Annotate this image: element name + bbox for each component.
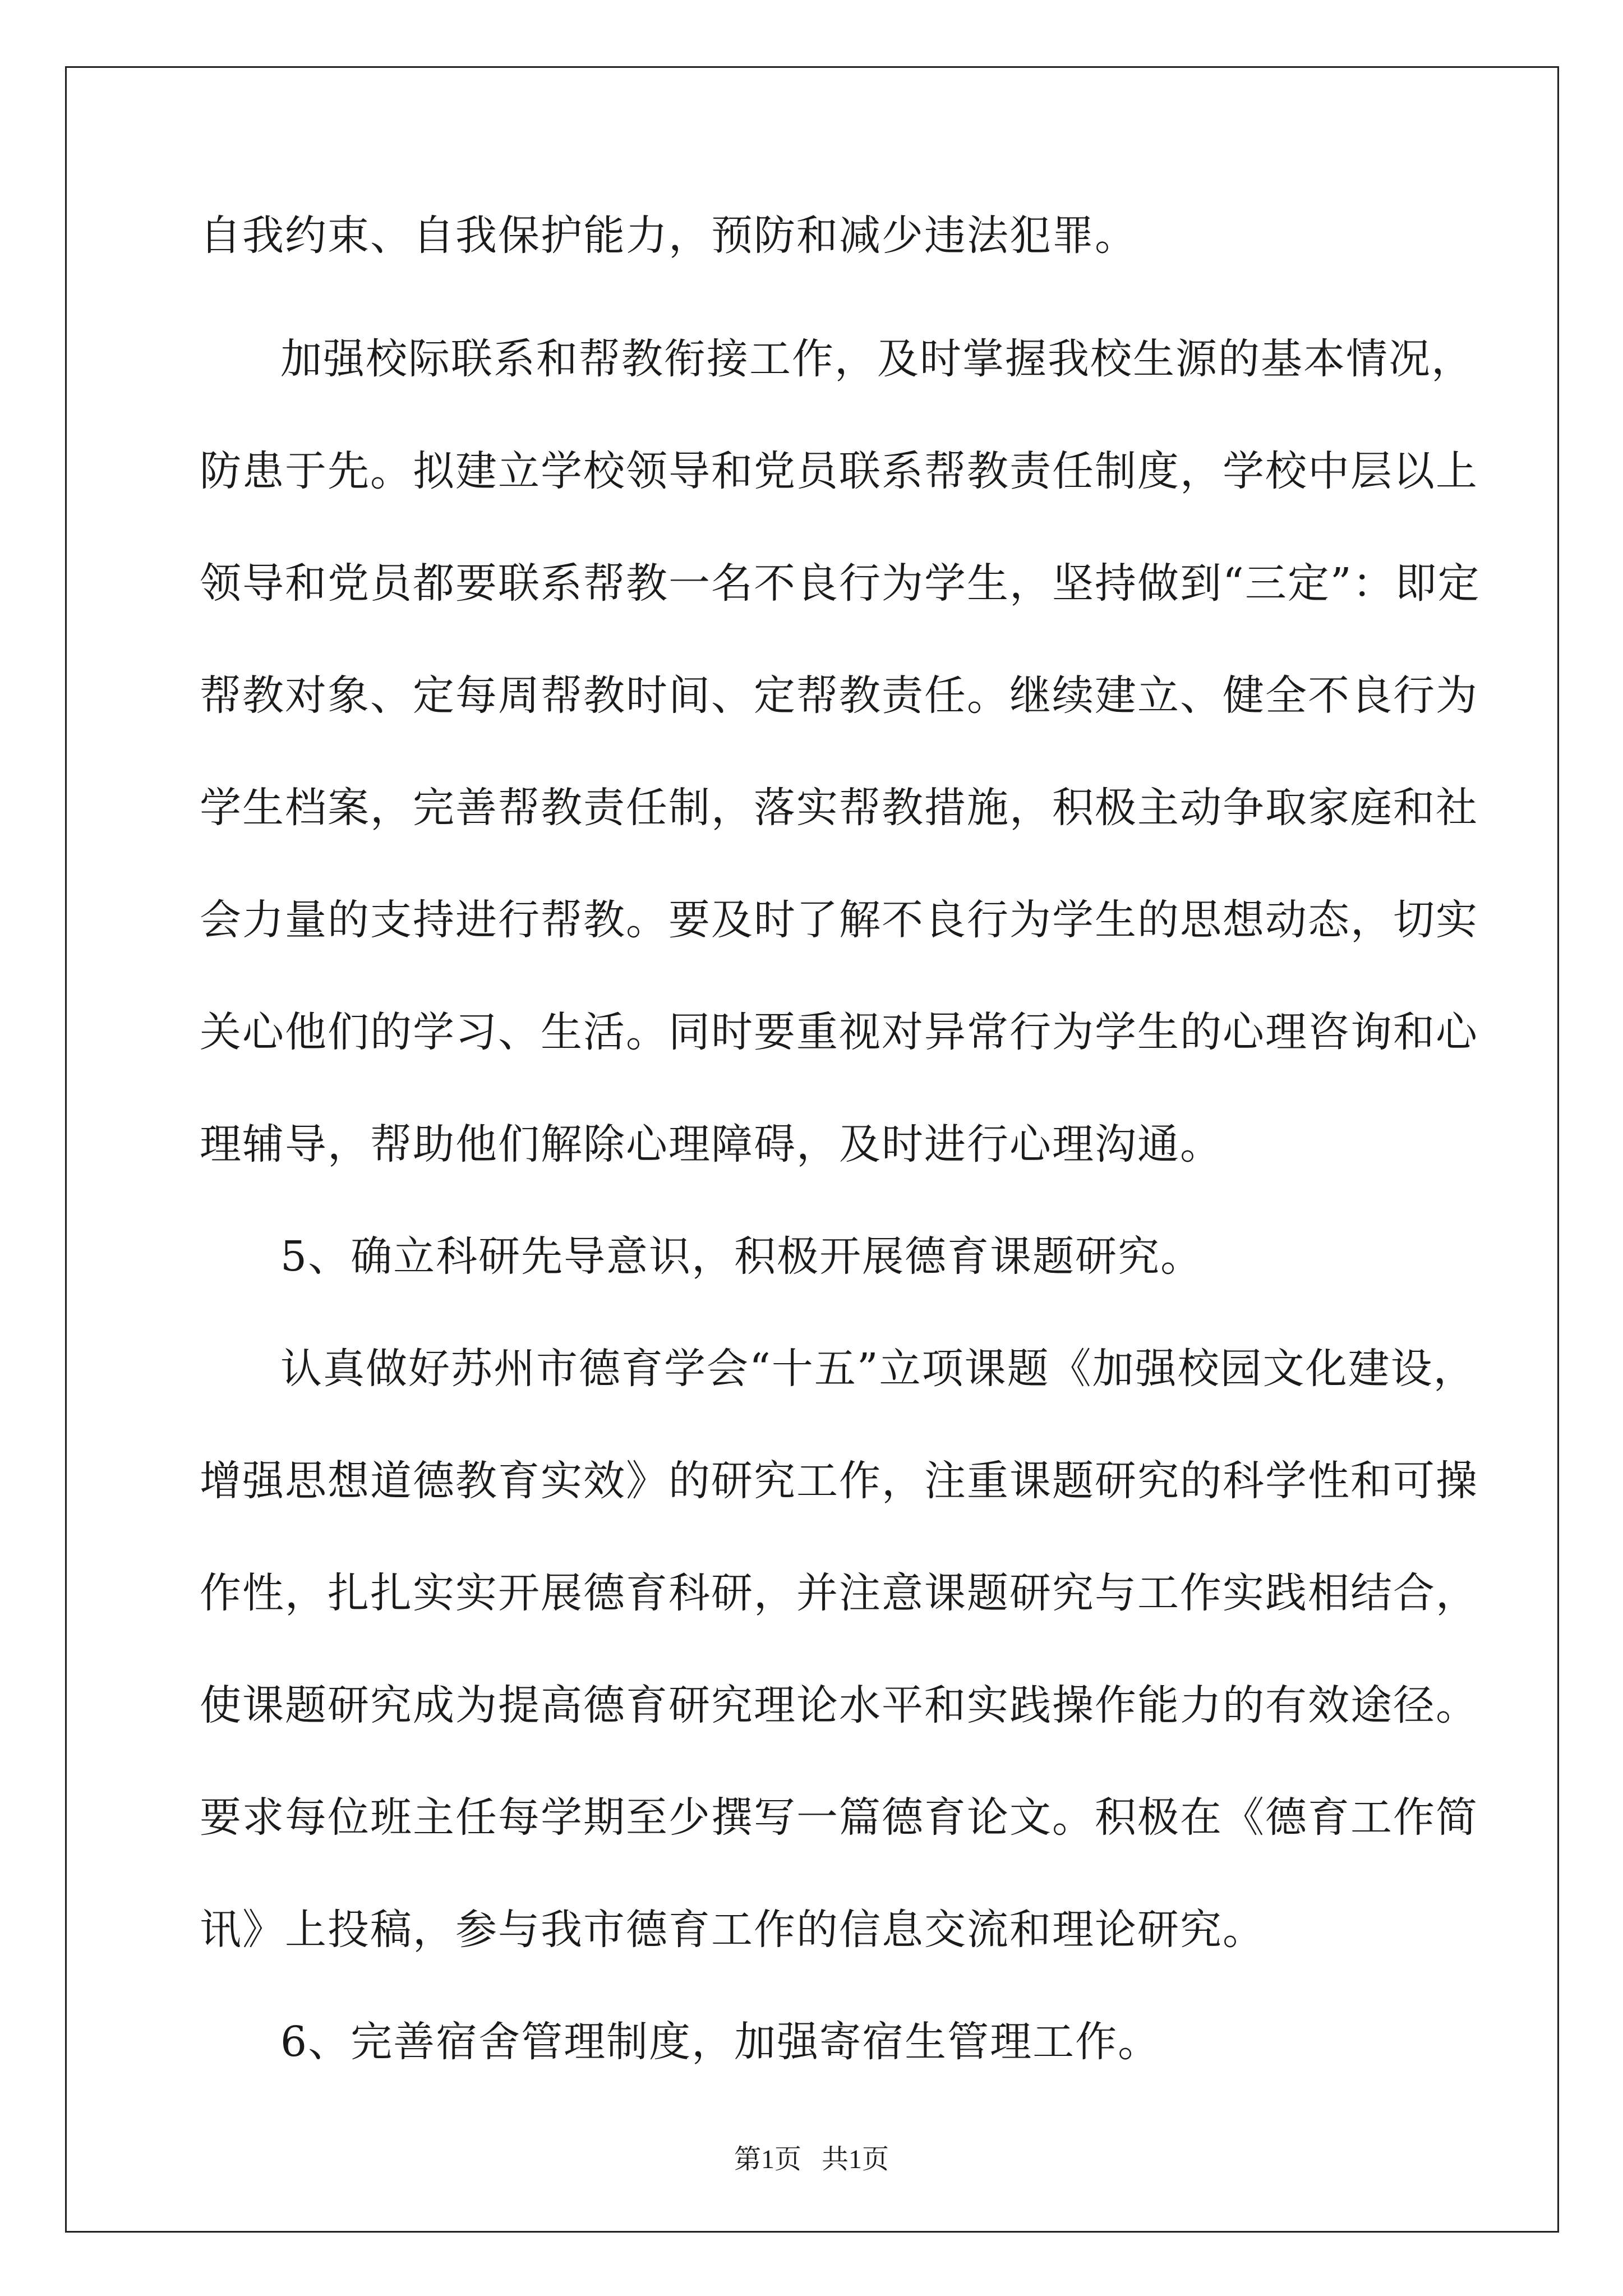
body-text-line: 自我约束、自我保护能力，预防和减少违法犯罪。 — [200, 211, 1137, 260]
body-text-line: 领导和党员都要联系帮教一名不良行为学生，坚持做到“三定”：即定 — [200, 559, 1481, 608]
page-footer — [0, 2143, 1623, 2177]
paragraph-start-line: 认真做好苏州市德育学会“十五”立项课题《加强校园文化建设， — [280, 1345, 1476, 1393]
body-text-line: 理辅导，帮助他们解除心理障碍，及时进行心理沟通。 — [200, 1120, 1223, 1168]
section-heading-6: 6、完善宿舍管理制度，加强寄宿生管理工作。 — [280, 2018, 1161, 2066]
body-text-line: 要求每位班主任每学期至少撰写一篇德育论文。积极在《德育工作简 — [200, 1793, 1478, 1842]
body-text-line: 帮教对象、定每周帮教时间、定帮教责任。继续建立、健全不良行为 — [200, 671, 1478, 720]
page-number-current: 第1页 — [734, 2145, 801, 2174]
section-heading-5: 5、确立科研先导意识，积极开展德育课题研究。 — [280, 1232, 1204, 1281]
page-number-total: 共1页 — [822, 2145, 889, 2174]
body-text-line: 使课题研究成为提高德育研究理论水平和实践操作能力的有效途径。 — [200, 1681, 1478, 1729]
body-text-line: 会力量的支持进行帮教。要及时了解不良行为学生的思想动态，切实 — [200, 896, 1478, 944]
body-text-line: 增强思想道德教育实效》的研究工作，注重课题研究的科学性和可操 — [200, 1457, 1478, 1505]
paragraph-start-line: 加强校际联系和帮教衔接工作，及时掌握我校生源的基本情况， — [280, 335, 1474, 383]
body-text-line: 关心他们的学习、生活。同时要重视对异常行为学生的心理咨询和心 — [200, 1008, 1478, 1056]
body-text-line: 作性，扎扎实实开展德育科研，并注意课题研究与工作实践相结合， — [200, 1569, 1478, 1617]
body-text-line: 学生档案，完善帮教责任制，落实帮教措施，积极主动争取家庭和社 — [200, 784, 1478, 832]
body-text-line: 讯》上投稿，参与我市德育工作的信息交流和理论研究。 — [200, 1906, 1265, 1954]
body-text-line: 防患于先。拟建立学校领导和党员联系帮教责任制度，学校中层以上 — [200, 447, 1478, 495]
